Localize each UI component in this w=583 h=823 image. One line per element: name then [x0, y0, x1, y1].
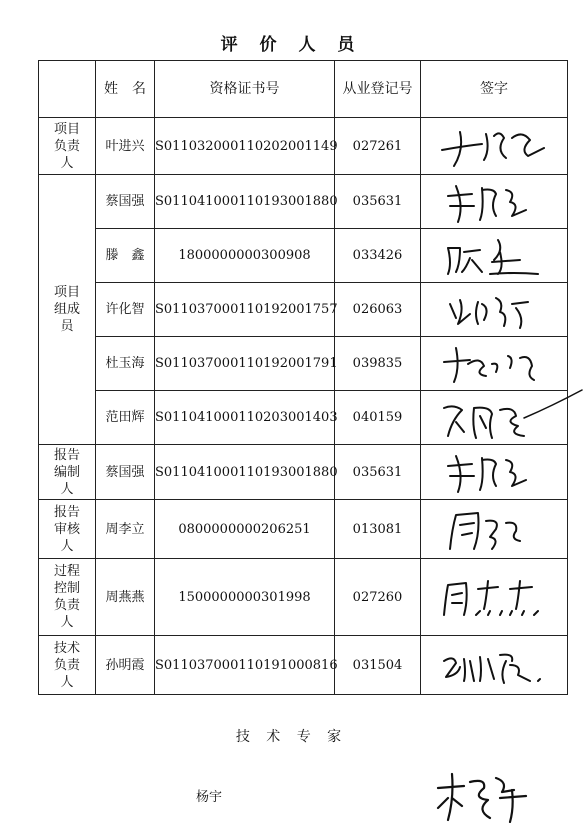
signature-image: [434, 284, 554, 336]
signature-cell: [421, 118, 568, 175]
table-row: [39, 391, 568, 445]
signature-cell: [421, 175, 568, 229]
reg-cell: 026063: [335, 283, 421, 337]
role-cell: 报告 编制 人: [39, 445, 96, 500]
table-row: [39, 636, 568, 695]
signature-overflow-stroke: [522, 388, 583, 428]
cert-cell: S011037000110192001757: [155, 283, 335, 337]
signature-cell: [421, 500, 568, 559]
header-reg: 从业登记号: [335, 61, 421, 118]
name-cell: 蔡国强: [96, 445, 155, 500]
cert-cell: S011032000110202001149: [155, 118, 335, 175]
name-cell: 蔡国强: [96, 175, 155, 229]
cert-cell: S011037000110192001791: [155, 337, 335, 391]
name-cell: 孙明霞: [96, 636, 155, 695]
reg-cell: 031504: [335, 636, 421, 695]
section-title: 技 术 专 家: [235, 729, 348, 745]
expert-signature-image: [430, 768, 555, 823]
header-cert: 资格证书号: [155, 61, 335, 118]
signature-cell: [421, 229, 568, 283]
reg-cell: 027260: [335, 559, 421, 636]
name-cell: 范田辉: [96, 391, 155, 445]
name-cell: 滕 鑫: [96, 229, 155, 283]
table-row: [39, 283, 568, 337]
name-cell: 周燕燕: [96, 559, 155, 636]
signature-image: [434, 571, 554, 623]
header-name: 姓 名: [96, 61, 155, 118]
table-row: [39, 175, 568, 229]
signature-image: [434, 120, 554, 172]
reg-cell: 033426: [335, 229, 421, 283]
signature-cell: [421, 445, 568, 500]
table-row: [39, 559, 568, 636]
signature-image: [434, 230, 554, 282]
reg-cell: 039835: [335, 337, 421, 391]
reg-cell: 035631: [335, 175, 421, 229]
table-row: [39, 337, 568, 391]
role-cell: 项目 组成 员: [39, 175, 96, 445]
cert-cell: S011037000110191000816: [155, 636, 335, 695]
signature-image: [434, 176, 554, 228]
signature-image: [434, 503, 554, 555]
signature-cell: [421, 559, 568, 636]
reg-cell: 040159: [335, 391, 421, 445]
cert-cell: S011041000110193001880: [155, 445, 335, 500]
signature-image: [434, 639, 554, 691]
signature-image: [434, 446, 554, 498]
table-row: [39, 118, 568, 175]
header-sign: 签字: [421, 61, 568, 118]
cert-cell: 1800000000300908: [155, 229, 335, 283]
name-cell: 杜玉海: [96, 337, 155, 391]
cert-cell: S011041000110193001880: [155, 175, 335, 229]
role-cell: 过程 控制 负责 人: [39, 559, 96, 636]
role-cell: 项目 负责 人: [39, 118, 96, 175]
reg-cell: 027261: [335, 118, 421, 175]
signature-cell: [421, 636, 568, 695]
table-header-row: [39, 61, 568, 118]
name-cell: 叶进兴: [96, 118, 155, 175]
expert-name: 杨宇: [196, 790, 223, 805]
name-cell: 周李立: [96, 500, 155, 559]
role-cell: 报告 审核 人: [39, 500, 96, 559]
evaluator-table: [38, 60, 568, 695]
signature-cell: [421, 337, 568, 391]
cert-cell: 0800000000206251: [155, 500, 335, 559]
signature-cell: [421, 283, 568, 337]
table-row: [39, 445, 568, 500]
table-row: [39, 229, 568, 283]
reg-cell: 035631: [335, 445, 421, 500]
header-role: [39, 61, 96, 118]
page-title: 评 价 人 员: [220, 35, 363, 55]
cert-cell: S011041000110203001403: [155, 391, 335, 445]
name-cell: 许化智: [96, 283, 155, 337]
cert-cell: 1500000000301998: [155, 559, 335, 636]
table-row: [39, 500, 568, 559]
reg-cell: 013081: [335, 500, 421, 559]
signature-image: [434, 338, 554, 390]
role-cell: 技术 负责 人: [39, 636, 96, 695]
